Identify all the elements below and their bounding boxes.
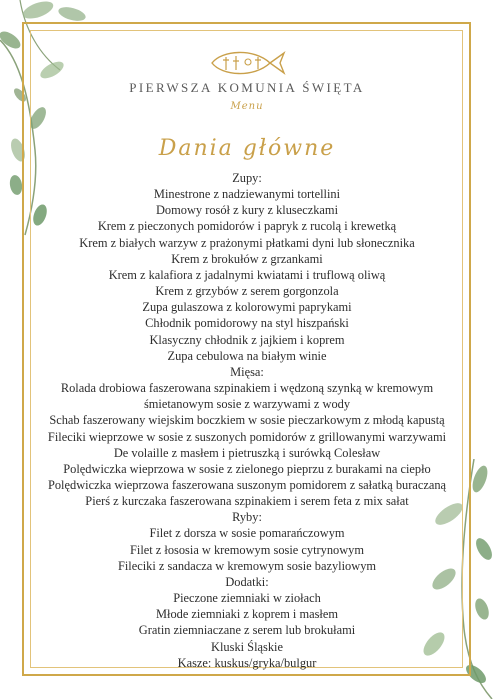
menu-line: Filet z dorsza w sosie pomarańczowym [149, 526, 345, 541]
menu-line: Zupy: [232, 171, 262, 185]
menu-line: śmietanowym sosie z warzywami z wody [143, 397, 351, 412]
menu-line: Mięsa: [230, 364, 264, 379]
menu-line: Polędwiczka wieprzowa faszerowana suszonym pomidorem z sałatką buraczaną [47, 477, 447, 492]
menu-list [40, 170, 454, 671]
event-title: PIERWSZA KOMUNIA ŚWIĘTA [129, 80, 365, 95]
menu-line: Domowy rosół z kury z kluseczkami [155, 203, 339, 218]
menu-subtitle: Menu [230, 101, 264, 112]
menu-line: Kasze: kuskus/gryka/bulgur [177, 655, 317, 670]
menu-line: Krem z białych warzyw z prażonymi płatkami dyni lub słonecznika [79, 235, 415, 250]
menu-line: Pierś z kurczaka faszerowana szpinakiem i serem feta z mix sałat [85, 494, 409, 509]
menu-line: Zupa cebulowa na białym winie [167, 348, 327, 363]
menu-line: Gratin ziemniaczane z serem lub brokułami [138, 623, 356, 638]
menu-line: Klasyczny chłodnik z jajkiem i koprem [149, 332, 345, 347]
menu-line: Minestrone z nadziewanymi tortellini [153, 187, 341, 202]
fish-icon [208, 48, 286, 78]
menu-line: Krem z pieczonych pomidorów i papryk z rucolą i krewetką [97, 219, 397, 234]
menu-line: Schab faszerowany wiejskim boczkiem w sosie pieczarkowym z młodą kapustą [49, 413, 445, 428]
menu-line: Krem z brokułów z grzankami [171, 251, 323, 266]
menu-line: Krem z grzybów z serem gorgonzola [155, 284, 339, 299]
menu-line: Ryby: [232, 510, 262, 525]
menu-line: Kluski Śląskie [211, 639, 283, 654]
section-title: Dania główne [158, 136, 336, 161]
menu-line: Chłodnik pomidorowy na styl hiszpański [145, 316, 349, 331]
menu-line: Fileciki z sandacza w kremowym sosie bazyliowym [117, 558, 377, 573]
menu-line: Pieczone ziemniaki w ziołach [173, 591, 321, 606]
menu-line: Fileciki wieprzowe w sosie z suszonych pomidorów z grillowanymi warzywami [47, 429, 447, 444]
menu-line: Zupa gulaszowa z kolorowymi paprykami [142, 300, 352, 315]
menu-line: Rolada drobiowa faszerowana szpinakiem i wędzoną szynką w kremowym [60, 381, 434, 396]
menu-line: Filet z łososia w kremowym sosie cytrynowym [129, 542, 365, 557]
menu-line: Dodatki: [225, 574, 269, 589]
menu-line: De volaille z masłem i pietruszką i surówką Colesław [113, 445, 381, 460]
menu-line: Młode ziemniaki z koprem i masłem [155, 607, 339, 622]
menu-line: Polędwiczka wieprzowa w sosie z zielonego pieprzu z burakami na ciepło [63, 461, 431, 476]
menu-line: Krem z kalafiora z jadalnymi kwiatami i truflową oliwą [108, 267, 386, 282]
